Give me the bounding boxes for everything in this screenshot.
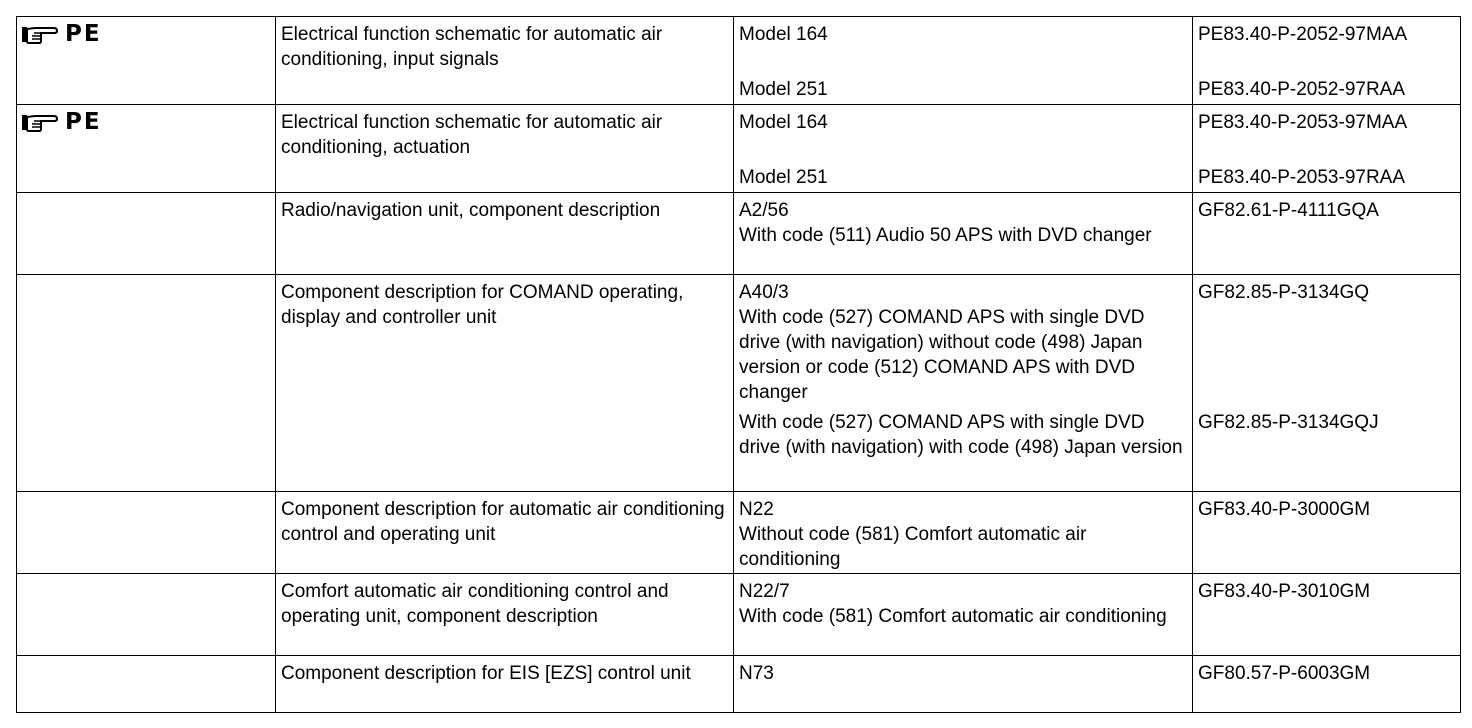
document-title: Radio/navigation unit, component description [281, 200, 661, 221]
table-row [17, 17, 1461, 105]
pe-label: PE [65, 21, 102, 47]
marker-cell [17, 574, 276, 656]
table-row [17, 656, 1461, 713]
reference-number: PE83.40-P-2053-97RAA [1198, 167, 1406, 188]
reference-number: PE83.40-P-2052-97RAA [1198, 79, 1406, 100]
scope-cell [734, 492, 1193, 574]
scope-text: With code (527) COMAND APS with single DVD drive (with navigation) without code (498) Japan version or code (512) COMAND APS with DVD changer [739, 307, 1145, 403]
reference-cell [1193, 193, 1461, 275]
scope-text: Model 164 [739, 112, 828, 133]
document-title: Electrical function schematic for automatic air conditioning, input signals [281, 24, 663, 70]
component-code: N22 [739, 499, 774, 520]
title-cell [276, 193, 734, 275]
pe-marker [21, 22, 270, 47]
scope-text: With code (527) COMAND APS with single DVD drive (with navigation) with code (498) Japan version [739, 412, 1183, 458]
title-cell [276, 492, 734, 574]
reference-number: GF82.61-P-4111GQA [1198, 200, 1379, 221]
table-row [17, 574, 1461, 656]
scope-text: Model 251 [739, 167, 828, 188]
component-code: N22/7 [739, 581, 790, 602]
reference-cell [1193, 105, 1461, 193]
scope-text: Model 251 [739, 79, 828, 100]
scope-cell [734, 656, 1193, 713]
marker-cell [17, 193, 276, 275]
document-title: Electrical function schematic for automatic air conditioning, actuation [281, 112, 663, 158]
reference-table [16, 16, 1461, 713]
reference-cell [1193, 492, 1461, 574]
document-title: Component description for COMAND operating, display and controller unit [281, 282, 684, 328]
marker-cell [17, 656, 276, 713]
marker-cell [17, 275, 276, 492]
reference-cell [1193, 275, 1461, 492]
title-cell [276, 17, 734, 105]
document-title: Comfort automatic air conditioning control and operating unit, component description [281, 581, 669, 627]
reference-number: GF80.57-P-6003GM [1198, 663, 1371, 684]
reference-number: PE83.40-P-2053-97MAA [1198, 112, 1408, 133]
document-title: Component description for EIS [EZS] control unit [281, 663, 691, 684]
scope-cell [734, 275, 1193, 492]
scope-cell [734, 105, 1193, 193]
table-row [17, 193, 1461, 275]
scope-cell [734, 574, 1193, 656]
marker-cell [17, 492, 276, 574]
component-code: A40/3 [739, 282, 789, 303]
reference-number: GF82.85-P-3134GQJ [1198, 412, 1379, 433]
scope-cell [734, 193, 1193, 275]
scope-text: Model 164 [739, 24, 828, 45]
scope-text: With code (581) Comfort automatic air conditioning [739, 606, 1167, 627]
table-row [17, 275, 1461, 492]
reference-number: GF82.85-P-3134GQ [1198, 282, 1370, 303]
component-code: N73 [739, 663, 774, 684]
title-cell [276, 105, 734, 193]
table-row [17, 492, 1461, 574]
marker-cell [17, 105, 276, 193]
table-row [17, 105, 1461, 193]
title-cell [276, 275, 734, 492]
reference-number: GF83.40-P-3000GM [1198, 499, 1371, 520]
document-title: Component description for automatic air conditioning control and operating unit [281, 499, 725, 545]
component-code: A2/56 [739, 200, 789, 221]
marker-cell [17, 17, 276, 105]
reference-number: GF83.40-P-3010GM [1198, 581, 1371, 602]
pe-marker [21, 110, 270, 135]
scope-text: With code (511) Audio 50 APS with DVD changer [739, 225, 1152, 246]
reference-cell [1193, 17, 1461, 105]
title-cell [276, 656, 734, 713]
reference-number: PE83.40-P-2052-97MAA [1198, 24, 1408, 45]
reference-cell [1193, 656, 1461, 713]
pointing-hand-icon [21, 24, 59, 46]
pe-label: PE [65, 109, 102, 135]
scope-cell [734, 17, 1193, 105]
title-cell [276, 574, 734, 656]
pointing-hand-icon [21, 112, 59, 134]
reference-cell [1193, 574, 1461, 656]
scope-text: Without code (581) Comfort automatic air conditioning [739, 524, 1087, 570]
